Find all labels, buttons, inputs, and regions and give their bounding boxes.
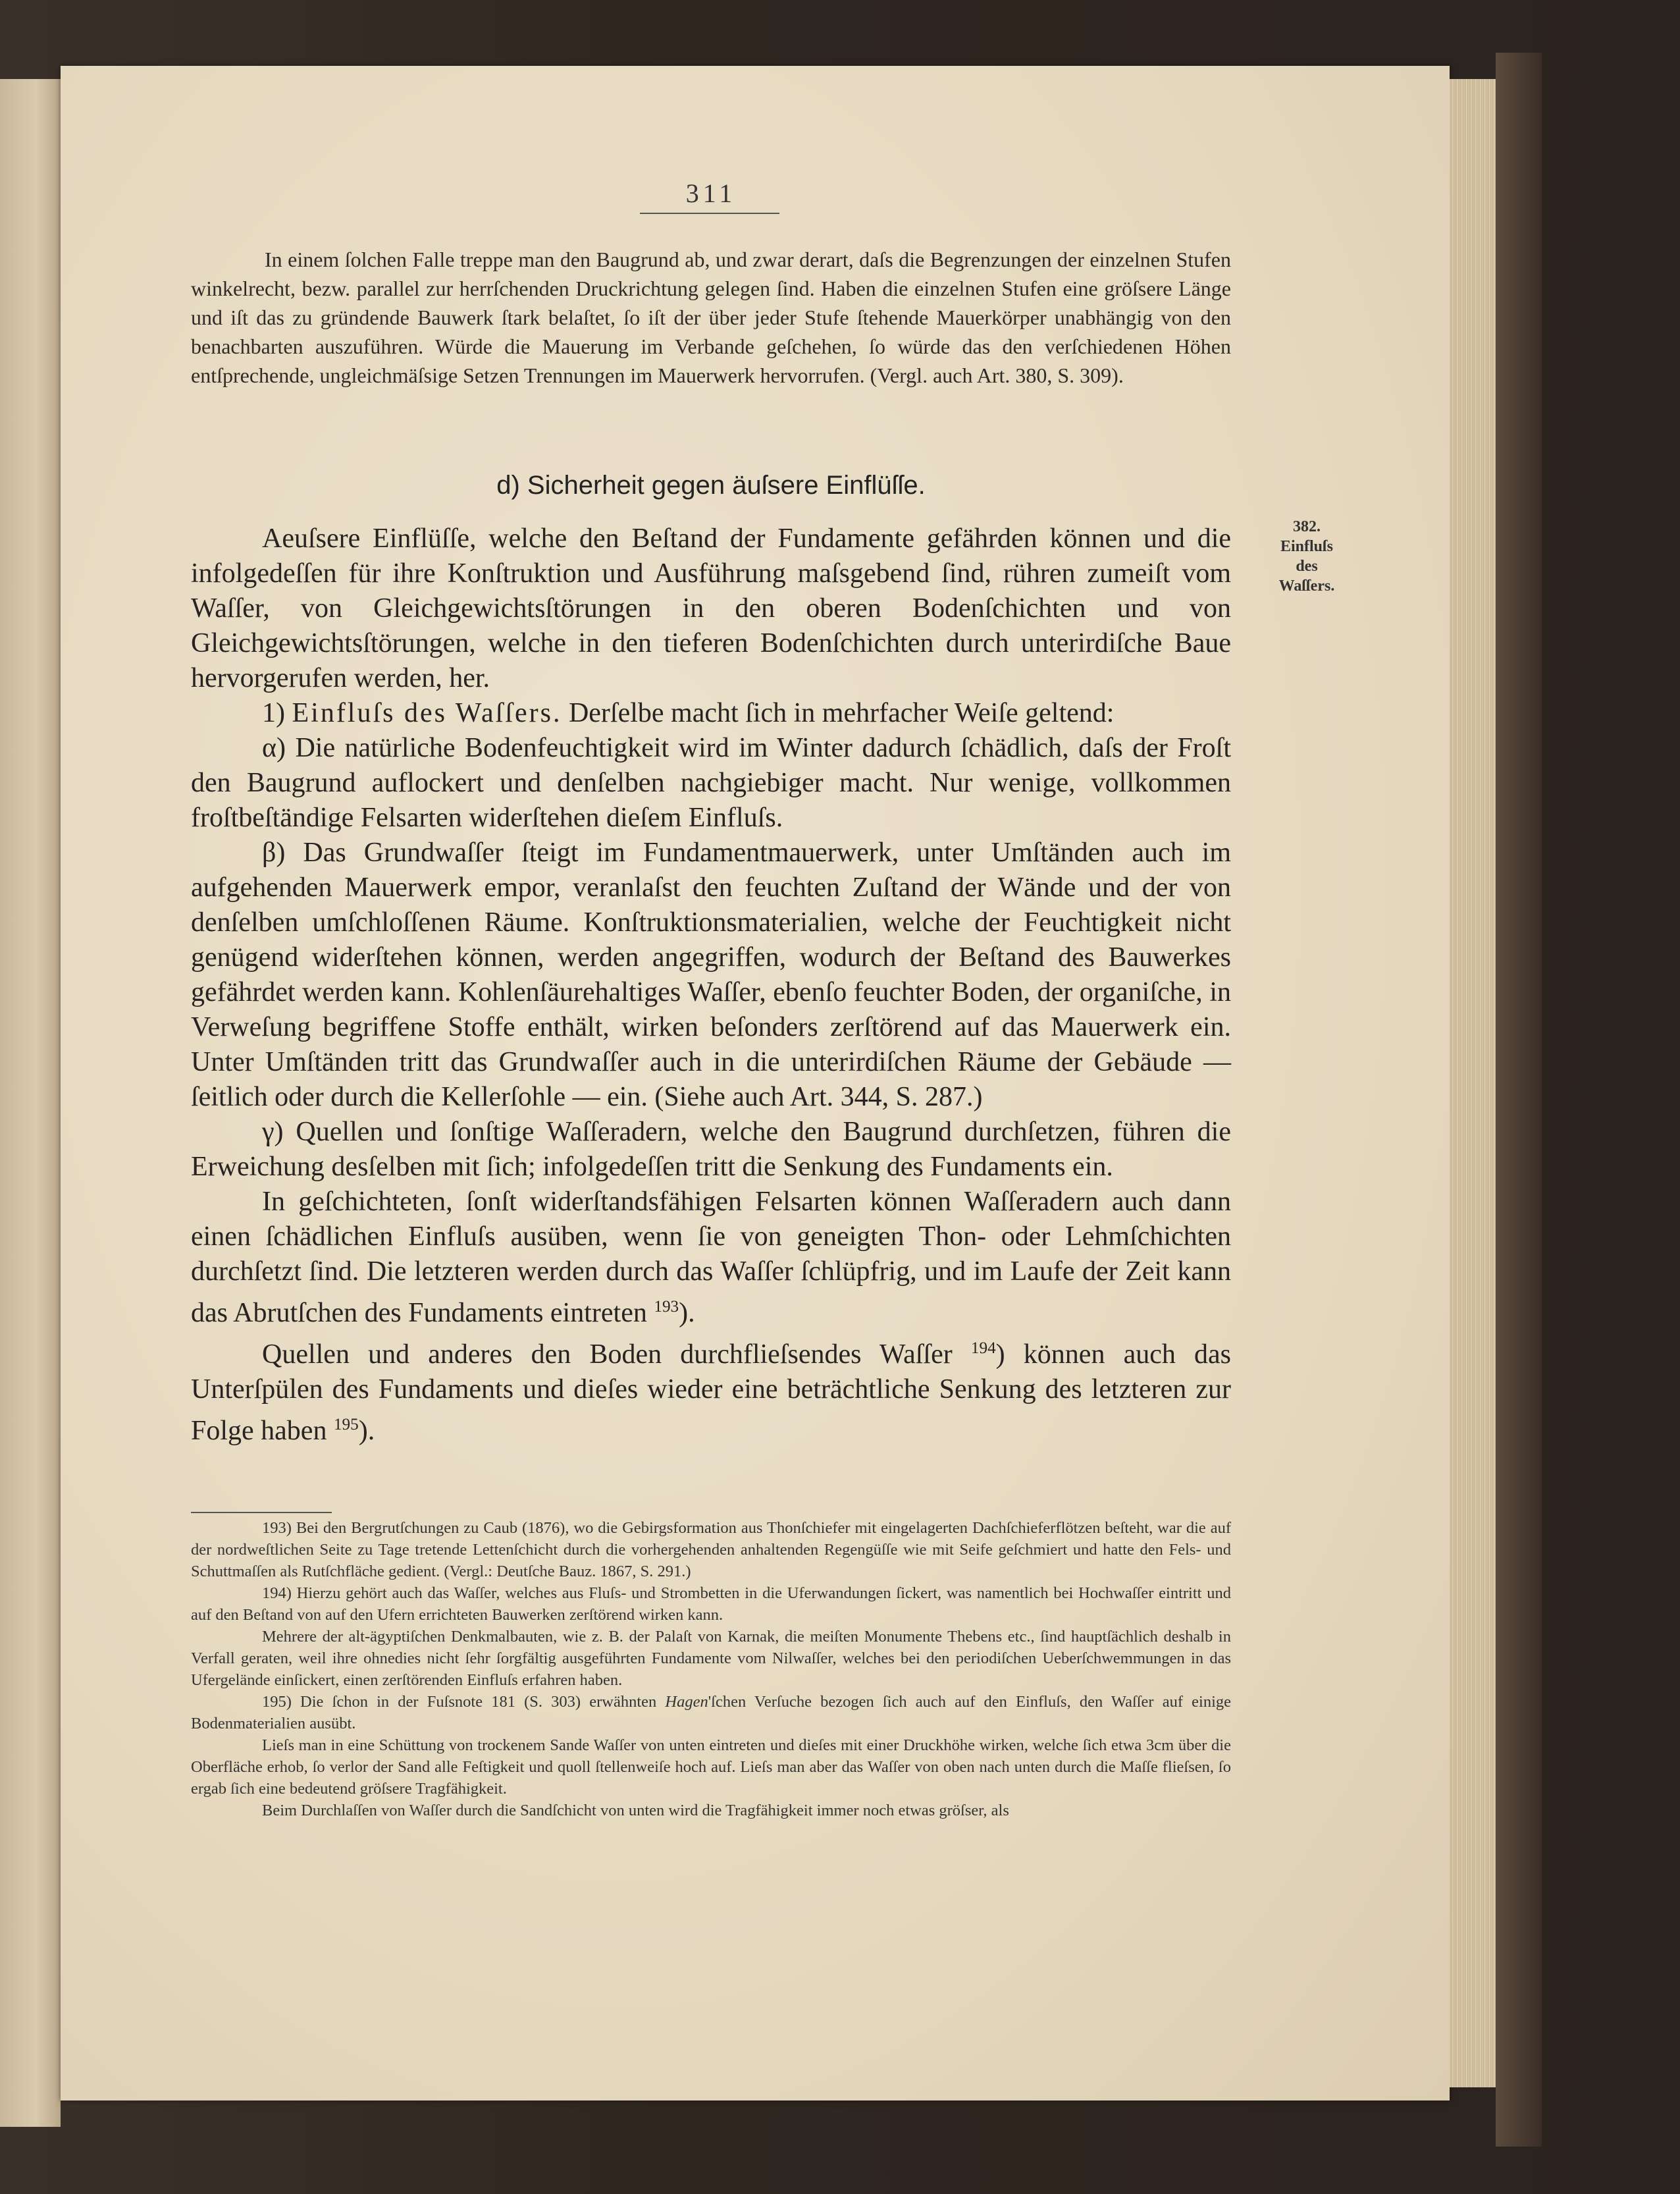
footnote-194-cont: Mehrere der alt-ägyptiſchen Denkmalbauten, wie z. B. der Palaſt von Karnak, die meiſten Monumente Thebens etc., ſind hauptſächlich deshalb in Verfall geraten, weil ihre ohnedies nicht ſehr ſorgfältig ausgeführten Fundamente vom Nilwaſſer, welches bei den periodiſchen Ueberſchwemmungen in das Ufergelände einſickert, einen zerſtörenden Einfluſs erfahren haben. [191, 1628, 1231, 1689]
page-number-rule [640, 213, 779, 214]
footnote-ref-195: 195 [333, 1416, 359, 1433]
springs-end: ). [358, 1416, 375, 1446]
fn195-name: Hagen [665, 1693, 708, 1711]
margin-note [1257, 517, 1356, 596]
intro-text: In einem ſolchen Falle treppe man den Baugrund ab, und zwar derart, daſs die Begrenzungen der einzelnen Stufen winkelrecht, bezw. parallel zur herrſchenden Druckrichtung gelegen ſind. Haben die einzelnen Stufen eine gröſsere Länge und iſt das zu gründende Bauwerk ſtark belaſtet, ſo iſt der über jeder Stufe ſtehende Mauerkörper unabhängig von den benachbarten auszuführen. Würde die Mauerung im Verbande geſchehen, ſo würde das den verſchiedenen Höhen entſprechende, ungleichmäſsige Setzen Trennungen im Mauerwerk hervorrufen. (Vergl. auch Art. 380, S. 309). [191, 248, 1231, 387]
margin-note-line2: des [1296, 558, 1318, 575]
paragraph-intro: Aeuſsere Einflüſſe, welche den Beſtand der Fundamente gefährden können und die infolgedeſſen für ihre Konſtruktion und Ausführung maſsgebend ſind, rühren zumeiſt vom Waſſer, von Gleichgewichtsſtörungen in den oberen Bodenſchichten und von Gleichgewichtsſtörungen, welche in den tieferen Bodenſchichten durch unterirdiſche Baue hervorgerufen werden, her. [191, 523, 1231, 693]
footnote-195-cont2: Beim Durchlaſſen von Waſſer durch die Sandſchicht von unten wird die Tragfähigkeit immer noch etwas gröſser, als [262, 1802, 1009, 1819]
paragraph-gamma: γ) Quellen und ſonſtige Waſſeradern, welche den Baugrund durchſetzen, führen die Erweichung desſelben mit ſich; infolgedeſſen tritt die Senkung des Fundaments ein. [191, 1117, 1231, 1182]
footnote-195-cont: Lieſs man in eine Schüttung von trockenem Sande Waſſer von unten eintreten und dieſes mit einer Druckhöhe wirken, welche ſich etwa 3cm über die Oberfläche erhob, ſo verlor der Sand alle Feſtigkeit und quoll ſtellenweiſe hoch auf. Lieſs man aber das Waſſer von oben nach unten durch die Maſſe flieſsen, ſo ergab ſich eine bedeutend gröſsere Tragfähigkeit. [191, 1736, 1231, 1798]
paragraph-water-heading [191, 696, 1231, 731]
body-text [191, 522, 1231, 1449]
fn195-text-a: 195) Die ſchon in der Fuſsnote 181 (S. 303) erwähnten [262, 1693, 657, 1711]
fn195-text-b: 'ſchen Verſuche bezogen ſich auch auf den Einfluſs, den Waſſer auf einige Bodenmaterialien ausübt. [191, 1693, 1231, 1732]
page-edges [1450, 79, 1496, 2087]
left-page-edge [0, 79, 61, 2127]
paragraph-alpha: α) Die natürliche Bodenfeuchtigkeit wird im Winter dadurch ſchädlich, daſs der Froſt den Baugrund auflockert und denſelben nachgiebiger macht. Nur wenige, vollkommen froſtbeſtändige Felsarten widerſtehen dieſem Einfluſs. [191, 733, 1231, 833]
book-cover [1496, 53, 1542, 2147]
footnotes [191, 1517, 1231, 1821]
paragraph-beta: β) Das Grundwaſſer ſteigt im Fundamentmauerwerk, unter Umſtänden auch im aufgehenden Mauerwerk empor, veranlaſst den feuchten Zuſtand der Wände und der von denſelben umſchloſſenen Räume. Konſtruktionsmaterialien, welche der Feuchtigkeit nicht genügend widerſtehen können, werden angegriffen, wodurch der Beſtand des Bauwerkes gefährdet werden kann. Kohlenſäurehaltiges Waſſer, ebenſo feuchter Boden, der organiſche, in Verweſung begriffene Stoffe enthält, wirken beſonders zerſtörend auf das Mauerwerk ein. Unter Umſtänden tritt das Grundwaſſer auch in die unterirdiſchen Räume der Gebäude — ſeitlich oder durch die Kellerſohle — ein. (Siehe auch Art. 344, S. 287.) [191, 838, 1231, 1112]
page-number: 311 [685, 178, 737, 208]
item-title: Einfluſs des Waſſers. [292, 698, 562, 728]
margin-note-number: 382. [1293, 518, 1321, 535]
margin-note-line3: Waſſers. [1278, 577, 1335, 595]
paragraph-springs [191, 1331, 1231, 1449]
footnote-ref-193: 193 [654, 1298, 679, 1316]
item-number: 1) [262, 698, 285, 728]
strata-text: In geſchichteten, ſonſt widerſtandsfähigen Felsarten können Waſſeradern auch dann einen ſchädlichen Einfluſs ausüben, wenn ſie von geneigten Thon- oder Lehmſchichten durchſetzt ſind. Die letzteren werden durch das Waſſer ſchlüpfrig, und im Laufe der Zeit kann das Abrutſchen des Fundaments eintreten [191, 1187, 1231, 1328]
footnote-rule [191, 1512, 332, 1513]
intro-paragraph [191, 245, 1231, 390]
paragraph-strata [191, 1185, 1231, 1331]
margin-note-line1: Einfluſs [1280, 538, 1334, 555]
springs-text-a: Quellen und anderes den Boden durchflieſsendes Waſſer [262, 1339, 953, 1370]
springs-text-b: ) können auch das Unterſpülen des Fundaments und dieſes wieder eine beträchtliche Senkung des letzteren zur Folge haben [191, 1339, 1232, 1446]
footnote-195 [191, 1691, 1231, 1734]
item-rest: Derſelbe macht ſich in mehrfacher Weiſe geltend: [568, 698, 1115, 728]
footnote-ref-194: 194 [970, 1339, 996, 1357]
strata-end: ). [679, 1298, 695, 1328]
footnote-194: 194) Hierzu gehört auch das Waſſer, welches aus Fluſs- und Strombetten in die Uferwandungen ſickert, was namentlich bei Hochwaſſer eintritt und auf den Beſtand von auf den Ufern errichteten Bauwerken zerſtörend wirken kann. [191, 1584, 1231, 1624]
section-heading: d) Sicherheit gegen äuſsere Einflüſſe. [496, 471, 926, 500]
footnote-193: 193) Bei den Bergrutſchungen zu Caub (1876), wo die Gebirgsformation aus Thonſchiefer mit eingelagerten Dachſchieferflötzen beſteht, war die auf der nordweſtlichen Seite zu Tage tretende Lettenſchicht durch die vorhergehenden anhaltenden Regengüſſe wie mit Seife geſchmiert und hatte den Fels- und Schuttmaſſen als Rutſchfläche gedient. (Vergl.: Deutſche Bauz. 1867, S. 291.) [191, 1519, 1231, 1580]
